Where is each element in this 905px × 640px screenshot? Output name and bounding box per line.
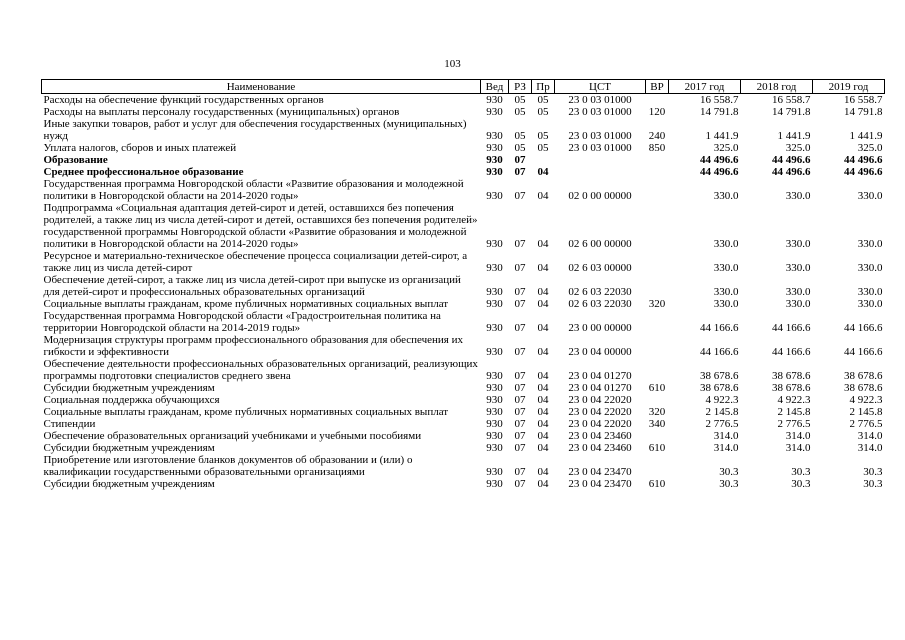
cell-pr: 04	[537, 238, 549, 250]
cell-rz: 07	[514, 286, 526, 298]
cell-y2019: 1 441.9	[849, 130, 883, 142]
cell-cst: 23 0 04 23470	[568, 466, 632, 478]
cell-ved: 930	[486, 142, 503, 154]
cell-y2017: 2 145.8	[705, 406, 739, 418]
cell-y2018: 30.3	[791, 466, 811, 478]
cell-y2018: 1 441.9	[777, 130, 811, 142]
cell-name: Иные закупки товаров, работ и услуг для обеспечения государственных (муниципальных) нужд	[43, 118, 467, 142]
cell-vr	[646, 178, 669, 202]
cell-pr: 04	[537, 262, 549, 274]
cell-name: Субсидии бюджетным учреждениям	[43, 382, 215, 394]
cell-ved: 930	[486, 166, 503, 178]
table-row	[42, 406, 885, 418]
table-row	[42, 178, 885, 202]
cell-vr	[646, 94, 669, 107]
header-2019: 2019 год	[813, 80, 885, 94]
cell-y2019: 30.3	[863, 466, 883, 478]
cell-y2017: 44 166.6	[700, 346, 739, 358]
cell-vr	[646, 334, 669, 358]
cell-cst: 23 0 04 22020	[568, 394, 632, 406]
cell-name: Государственная программа Новгородской области «Градостроительная политика на территории Новгородской области на 2014-2019 годы»	[43, 310, 441, 334]
cell-ved: 930	[486, 262, 503, 274]
cell-rz: 07	[514, 166, 526, 178]
cell-pr: 05	[537, 130, 549, 142]
cell-pr: 05	[537, 94, 549, 106]
cell-vr	[646, 202, 669, 250]
cell-pr: 04	[537, 430, 549, 442]
cell-pr: 04	[537, 298, 549, 310]
table-row	[42, 478, 885, 490]
cell-name: Обеспечение детей-сирот, а также лиц из числа детей-сирот при выпуске из организаций для детей-сирот и профессиональных образовательных организаций	[43, 274, 461, 298]
cell-y2017: 4 922.3	[705, 394, 739, 406]
header-rz: РЗ	[509, 80, 532, 94]
table-row	[42, 442, 885, 454]
cell-rz: 07	[514, 298, 526, 310]
cell-y2018: 38 678.6	[772, 382, 811, 394]
cell-vr: 320	[648, 406, 666, 418]
cell-vr: 610	[648, 382, 666, 394]
cell-y2018: 330.0	[785, 262, 811, 274]
cell-rz: 07	[514, 382, 526, 394]
cell-y2019: 2 776.5	[849, 418, 883, 430]
cell-pr: 04	[537, 322, 549, 334]
cell-pr: 04	[537, 478, 549, 490]
cell-pr: 05	[537, 142, 549, 154]
cell-y2019: 330.0	[857, 286, 883, 298]
cell-pr: 04	[537, 406, 549, 418]
cell-name: Образование	[43, 154, 108, 166]
cell-ved: 930	[486, 286, 503, 298]
cell-rz: 05	[514, 94, 526, 106]
cell-y2019: 44 166.6	[844, 346, 883, 358]
cell-y2019: 16 558.7	[844, 94, 883, 106]
header-ved: Вед	[481, 80, 509, 94]
table-row	[42, 418, 885, 430]
cell-y2017: 314.0	[713, 430, 739, 442]
cell-cst: 23 0 04 23460	[568, 442, 632, 454]
cell-name: Модернизация структуры программ профессионального образования для обеспечения их гибкости и эффективности	[43, 334, 463, 358]
cell-y2017: 14 791.8	[700, 106, 739, 118]
table-row	[42, 154, 885, 166]
header-2018: 2018 год	[741, 80, 813, 94]
cell-vr: 610	[648, 442, 666, 454]
cell-ved: 930	[486, 190, 503, 202]
cell-cst: 23 0 04 23460	[568, 430, 632, 442]
cell-y2018: 44 166.6	[772, 322, 811, 334]
header-2017: 2017 год	[669, 80, 741, 94]
cell-cst: 02 6 03 22030	[568, 298, 632, 310]
cell-name: Уплата налогов, сборов и иных платежей	[43, 142, 237, 154]
header-name: Наименование	[42, 80, 481, 94]
cell-rz: 07	[514, 238, 526, 250]
cell-ved: 930	[486, 298, 503, 310]
cell-vr: 340	[648, 418, 666, 430]
cell-rz: 07	[514, 346, 526, 358]
cell-rz: 07	[514, 430, 526, 442]
cell-y2019: 44 166.6	[844, 322, 883, 334]
cell-rz: 07	[514, 466, 526, 478]
cell-vr	[646, 250, 669, 274]
cell-pr: 04	[537, 394, 549, 406]
cell-y2018: 44 496.6	[772, 166, 811, 178]
cell-vr	[646, 310, 669, 334]
cell-ved: 930	[486, 406, 503, 418]
cell-y2019: 330.0	[857, 298, 883, 310]
cell-name: Подпрограмма «Социальная адаптация детей-сирот и детей, оставшихся без попечения родителей, а также лиц из числа детей-сирот и детей, оставшихся без попечения родителей» государственной программы Новгородской области «Развитие образования и молодежной политики в Новгородской области на 2014-2020 годы»	[43, 202, 478, 250]
cell-pr: 04	[537, 370, 549, 382]
cell-y2017: 325.0	[713, 142, 739, 154]
table-row	[42, 430, 885, 442]
cell-y2017: 1 441.9	[705, 130, 739, 142]
table-row	[42, 358, 885, 382]
cell-pr: 04	[537, 382, 549, 394]
cell-y2017: 30.3	[719, 466, 739, 478]
cell-y2019: 30.3	[863, 478, 883, 490]
table-row	[42, 202, 885, 250]
cell-rz: 07	[514, 442, 526, 454]
cell-y2018: 330.0	[785, 190, 811, 202]
cell-name: Государственная программа Новгородской области «Развитие образования и молодежной политики в Новгородской области на 2014-2020 годы»	[43, 178, 464, 202]
cell-ved: 930	[486, 466, 503, 478]
cell-name: Среднее профессиональное образование	[43, 166, 244, 178]
cell-rz: 05	[514, 106, 526, 118]
cell-y2017: 44 496.6	[700, 154, 739, 166]
cell-y2019: 2 145.8	[849, 406, 883, 418]
cell-rz: 05	[514, 130, 526, 142]
cell-rz: 07	[514, 406, 526, 418]
cell-rz: 07	[514, 322, 526, 334]
cell-y2019: 38 678.6	[844, 382, 883, 394]
cell-cst	[555, 166, 646, 178]
cell-rz: 07	[514, 154, 526, 166]
cell-ved: 930	[486, 442, 503, 454]
cell-y2018: 2 145.8	[777, 406, 811, 418]
cell-ved: 930	[486, 238, 503, 250]
cell-ved: 930	[486, 106, 503, 118]
cell-name: Обеспечение образовательных организаций учебниками и учебными пособиями	[43, 430, 422, 442]
cell-y2018: 44 166.6	[772, 346, 811, 358]
cell-y2019: 330.0	[857, 238, 883, 250]
cell-y2017: 38 678.6	[700, 370, 739, 382]
cell-y2018: 44 496.6	[772, 154, 811, 166]
cell-y2019: 330.0	[857, 190, 883, 202]
table-row	[42, 394, 885, 406]
cell-pr: 04	[537, 418, 549, 430]
cell-rz: 07	[514, 190, 526, 202]
cell-rz: 07	[514, 394, 526, 406]
cell-cst: 23 0 04 23470	[568, 478, 632, 490]
cell-vr: 120	[648, 106, 666, 118]
cell-cst: 23 0 04 22020	[568, 406, 632, 418]
cell-y2017: 330.0	[713, 190, 739, 202]
cell-y2019: 44 496.6	[844, 166, 883, 178]
cell-cst: 23 0 04 00000	[568, 346, 632, 358]
cell-y2017: 38 678.6	[700, 382, 739, 394]
page-number: 103	[444, 58, 461, 70]
cell-vr: 320	[648, 298, 666, 310]
cell-ved: 930	[486, 430, 503, 442]
cell-vr: 610	[648, 478, 666, 490]
cell-y2017: 330.0	[713, 238, 739, 250]
cell-y2018: 2 776.5	[777, 418, 811, 430]
cell-ved: 930	[486, 154, 503, 166]
cell-y2019: 330.0	[857, 262, 883, 274]
cell-y2017: 2 776.5	[705, 418, 739, 430]
cell-cst: 02 6 00 00000	[568, 238, 632, 250]
cell-cst: 23 0 03 01000	[568, 130, 632, 142]
cell-name: Расходы на обеспечение функций государственных органов	[43, 94, 324, 106]
cell-ved: 930	[486, 370, 503, 382]
cell-cst: 23 0 04 22020	[568, 418, 632, 430]
cell-y2017: 44 166.6	[700, 322, 739, 334]
cell-y2018: 325.0	[785, 142, 811, 154]
cell-name: Социальные выплаты гражданам, кроме публичных нормативных социальных выплат	[43, 406, 449, 418]
cell-y2018: 4 922.3	[777, 394, 811, 406]
cell-pr: 04	[537, 346, 549, 358]
cell-y2018: 16 558.7	[772, 94, 811, 106]
cell-vr: 240	[648, 130, 666, 142]
cell-ved: 930	[486, 346, 503, 358]
cell-cst: 02 0 00 00000	[568, 190, 632, 202]
table-row	[42, 298, 885, 310]
cell-ved: 930	[486, 418, 503, 430]
cell-y2018: 314.0	[785, 442, 811, 454]
cell-name: Обеспечение деятельности профессиональных образовательных организаций, реализующих программы подготовки специалистов среднего звена	[43, 358, 478, 382]
table-row	[42, 274, 885, 298]
budget-table	[41, 79, 885, 490]
cell-name: Субсидии бюджетным учреждениям	[43, 442, 215, 454]
table-row	[42, 334, 885, 358]
cell-y2017: 16 558.7	[700, 94, 739, 106]
table-row	[42, 166, 885, 178]
table-row	[42, 454, 885, 478]
cell-ved: 930	[486, 94, 503, 106]
cell-y2018: 330.0	[785, 238, 811, 250]
cell-ved: 930	[486, 394, 503, 406]
cell-y2017: 44 496.6	[700, 166, 739, 178]
table-row	[42, 310, 885, 334]
cell-name: Социальные выплаты гражданам, кроме публичных нормативных социальных выплат	[43, 298, 449, 310]
cell-name: Субсидии бюджетным учреждениям	[43, 478, 215, 490]
cell-cst: 23 0 03 01000	[568, 94, 632, 106]
cell-y2019: 14 791.8	[844, 106, 883, 118]
table-row	[42, 382, 885, 394]
cell-vr	[646, 274, 669, 298]
cell-pr: 04	[537, 442, 549, 454]
cell-vr	[646, 430, 669, 442]
table-row	[42, 118, 885, 142]
cell-cst: 23 0 03 01000	[568, 106, 632, 118]
cell-cst: 23 0 04 01270	[568, 382, 632, 394]
header-pr: Пр	[532, 80, 555, 94]
cell-y2019: 325.0	[857, 142, 883, 154]
cell-pr: 04	[537, 190, 549, 202]
table-row	[42, 106, 885, 118]
table-row	[42, 94, 885, 107]
cell-ved: 930	[486, 322, 503, 334]
cell-ved: 930	[486, 382, 503, 394]
cell-y2017: 330.0	[713, 262, 739, 274]
cell-y2019: 314.0	[857, 442, 883, 454]
cell-vr	[646, 394, 669, 406]
cell-pr	[532, 154, 555, 166]
cell-vr	[646, 166, 669, 178]
cell-name: Приобретение или изготовление бланков документов об образовании и (или) о квалификации государственными образовательными организациями	[43, 454, 413, 478]
cell-cst: 23 0 03 01000	[568, 142, 632, 154]
header-cst: ЦСТ	[555, 80, 646, 94]
cell-y2018: 14 791.8	[772, 106, 811, 118]
cell-name: Стипендии	[43, 418, 96, 430]
cell-cst: 02 6 03 22030	[568, 286, 632, 298]
cell-y2017: 30.3	[719, 478, 739, 490]
cell-y2017: 314.0	[713, 442, 739, 454]
cell-y2019: 4 922.3	[849, 394, 883, 406]
cell-rz: 07	[514, 418, 526, 430]
cell-vr: 850	[648, 142, 666, 154]
cell-y2019: 38 678.6	[844, 370, 883, 382]
cell-ved: 930	[486, 130, 503, 142]
cell-name: Ресурсное и материально-техническое обеспечение процесса социализации детей-сирот, а также лиц из числа детей-сирот	[43, 250, 468, 274]
cell-y2018: 30.3	[791, 478, 811, 490]
cell-vr	[646, 154, 669, 166]
table-body	[42, 94, 885, 491]
cell-rz: 05	[514, 142, 526, 154]
cell-cst	[555, 154, 646, 166]
cell-vr	[646, 358, 669, 382]
cell-y2017: 330.0	[713, 286, 739, 298]
cell-pr: 04	[537, 286, 549, 298]
cell-pr: 04	[537, 466, 549, 478]
cell-cst: 23 0 00 00000	[568, 322, 632, 334]
cell-y2017: 330.0	[713, 298, 739, 310]
cell-y2018: 38 678.6	[772, 370, 811, 382]
table-row	[42, 142, 885, 154]
header-vr: ВР	[646, 80, 669, 94]
cell-pr: 05	[537, 106, 549, 118]
cell-rz: 07	[514, 370, 526, 382]
cell-cst: 02 6 03 00000	[568, 262, 632, 274]
cell-y2019: 44 496.6	[844, 154, 883, 166]
cell-cst: 23 0 04 01270	[568, 370, 632, 382]
cell-y2018: 314.0	[785, 430, 811, 442]
cell-y2019: 314.0	[857, 430, 883, 442]
cell-rz: 07	[514, 262, 526, 274]
table-header-row	[42, 80, 885, 94]
cell-name: Расходы на выплаты персоналу государственных (муниципальных) органов	[43, 106, 400, 118]
cell-pr: 04	[537, 166, 549, 178]
cell-vr	[646, 454, 669, 478]
cell-name: Социальная поддержка обучающихся	[43, 394, 220, 406]
cell-ved: 930	[486, 478, 503, 490]
cell-y2018: 330.0	[785, 298, 811, 310]
cell-y2018: 330.0	[785, 286, 811, 298]
table-row	[42, 250, 885, 274]
cell-rz: 07	[514, 478, 526, 490]
